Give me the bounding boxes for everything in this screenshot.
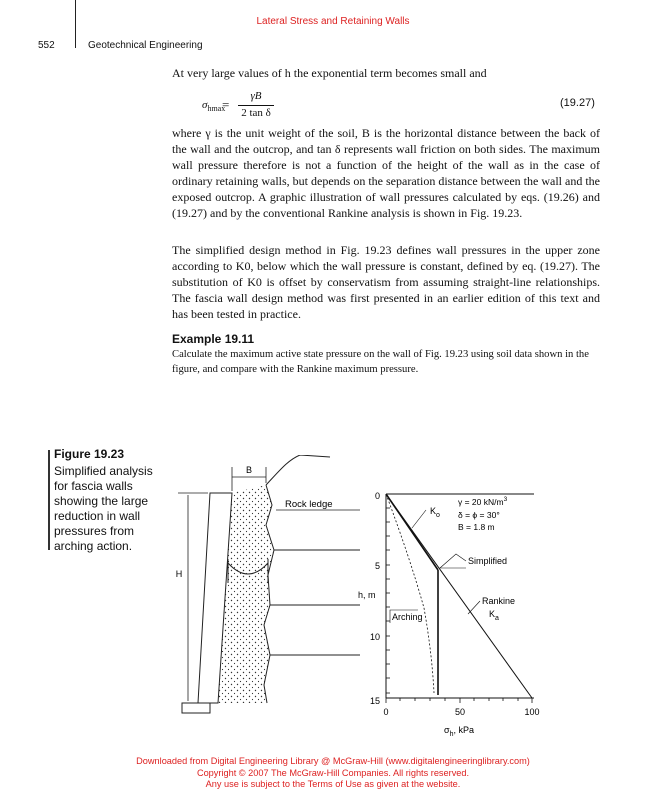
page-number: 552	[38, 40, 55, 51]
figure-caption-rule	[48, 450, 50, 550]
x-tick-label: 100	[524, 707, 540, 717]
book-title: Geotechnical Engineering	[88, 40, 203, 51]
x-tick-marks	[386, 698, 532, 703]
footer-line-1: Downloaded from Digital Engineering Library @ McGraw-Hill (www.digitalengineeringlibrary.com)	[136, 756, 530, 766]
equation-numerator: γB	[250, 90, 262, 102]
arching-label: Arching	[392, 612, 423, 622]
y-tick-label: 0	[374, 491, 380, 501]
arching-curve	[386, 494, 434, 693]
x-tick-label: 0	[383, 707, 389, 717]
rankine-label: Rankine	[482, 596, 516, 606]
rock-face	[264, 455, 330, 703]
y-tick-label: 10	[369, 632, 380, 642]
legend-unit-weight: γ = 20 $kN/m^3$	[458, 496, 508, 507]
wall-illustration	[170, 455, 365, 720]
x-tick-label: 50	[454, 707, 466, 717]
footer	[0, 756, 666, 791]
dimension-b-label: B	[245, 465, 253, 475]
legend-friction: δ = ϕ = 30°	[458, 510, 500, 520]
example-heading: Example 19.11	[172, 332, 255, 346]
equation-lhs: $\sigma_{hmax}$	[202, 99, 226, 114]
wall-footing	[182, 703, 210, 713]
chapter-title: Lateral Stress and Retaining Walls	[256, 16, 410, 27]
equation-number: (19.27)	[560, 97, 595, 109]
y-tick-label: 5	[374, 561, 380, 571]
simplified-label: Simplified	[468, 556, 508, 566]
equation-fraction-bar	[238, 105, 274, 106]
k0-label: $K_o$	[430, 506, 440, 519]
equation-equals: =	[222, 97, 230, 112]
y-axis-label: h, m	[358, 590, 376, 600]
simplified-leader	[440, 554, 466, 568]
equation-denominator: 2 tan δ	[241, 107, 271, 119]
y-tick-marks	[386, 508, 390, 693]
figure-caption: Simplified analysis for fascia walls showing the large reduction in wall pressures from arching action.	[54, 464, 153, 553]
paragraph-1: where γ is the unit weight of the soil, B is the horizontal distance between the back of the wall and the outcrop, and tan δ represents wall friction on both sides. The maximum wall pressure therefore is not a function of the height of the wall as in the case of ordinary retaining walls, but depends on the separation distance between the wall and the exposed outcrop. A graphic illustration of wall pressures calculated by eqs. (19.26) and (19.27) and by the conventional Rankine analysis is shown in Fig. 19.23.	[172, 126, 600, 220]
example-text: Calculate the maximum active state pressure on the wall of Fig. 19.23 using soil data shown in the figure, and compare with the Rankine maximum pressure.	[172, 349, 589, 375]
paragraph-2: The simplified design method in Fig. 19.23 defines wall pressures in the upper zone according to K0, below which the wall pressure is constant, defined by eq. (19.27). The substitution of K0 is offset by conservatism from assuming straight-line relationships. The fascia wall design method was first presented in an earlier edition of this text and has been tested in practice.	[172, 243, 600, 321]
header-divider	[75, 0, 76, 48]
pressure-chart	[352, 488, 564, 756]
ka-label: $K_a$	[489, 609, 499, 622]
legend-spacing: B = 1.8 m	[458, 522, 495, 532]
y-tick-label: 15	[369, 696, 380, 706]
footer-line-2: Copyright © 2007 The McGraw-Hill Companies. All rights reserved.	[196, 767, 470, 778]
intro-text: At very large values of h the exponential term becomes small and	[172, 66, 487, 80]
x-axis-label: $\sigma_h$, kPa	[444, 725, 474, 738]
footer-line-3: Any use is subject to the Terms of Use as given at the website.	[205, 779, 461, 789]
rock-ledge-label: Rock ledge	[285, 499, 333, 510]
dimension-h-label: H	[175, 569, 183, 579]
figure-label: Figure 19.23	[54, 447, 125, 461]
